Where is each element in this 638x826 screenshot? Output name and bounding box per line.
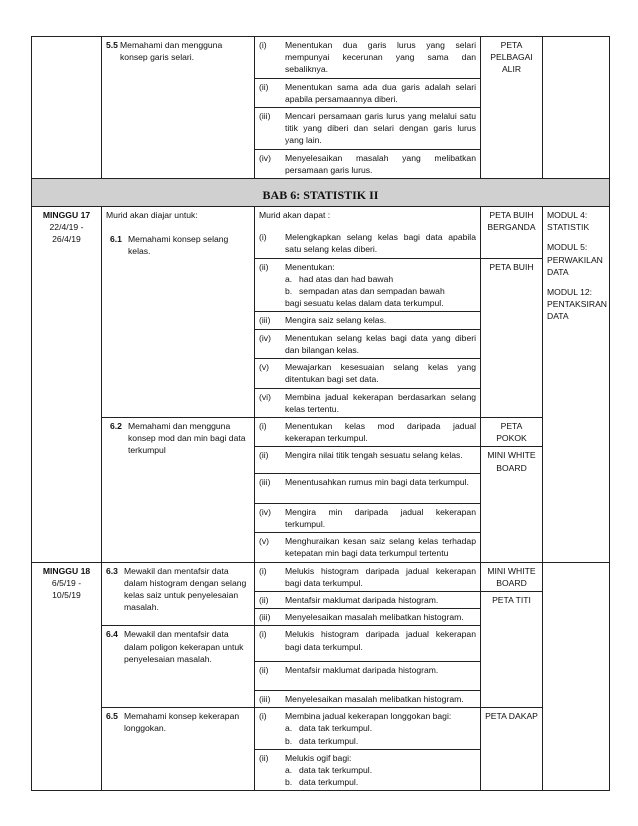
objective-text: Menyelesaikan masalah melibatkan histogram. xyxy=(285,693,464,704)
module-label: MODUL 4: STATISTIK xyxy=(547,210,590,233)
objective-number: (iii) xyxy=(259,111,271,122)
standard-text: Memahami konsep selang kelas. xyxy=(128,234,229,257)
objective-cell xyxy=(255,503,481,532)
objective-number: (iii) xyxy=(259,315,271,326)
table-row xyxy=(32,207,610,259)
standard-cell xyxy=(102,37,255,179)
lesson-plan-table xyxy=(31,36,610,791)
table-row xyxy=(32,417,610,446)
thinking-map-cell xyxy=(481,708,543,791)
objective-text: Menentukan kelas mod daripada jadual kekerapan terkumpul. xyxy=(285,420,476,444)
objective-text: Melengkapkan selang kelas bagi data apabila satu selang kelas diberi. xyxy=(285,232,476,255)
standard-number: 6.4 xyxy=(106,629,118,640)
objective-number: (v) xyxy=(259,536,270,547)
objective-number: (iii) xyxy=(259,476,271,487)
objective-cell xyxy=(255,329,481,358)
sub-item-text: data terkumpul. xyxy=(299,777,359,788)
thinking-map-cell xyxy=(481,562,543,591)
objective-number: (i) xyxy=(259,232,267,243)
objective-cell xyxy=(255,207,481,259)
sub-item-text: data tak terkumpul. xyxy=(299,764,373,775)
chapter-header-row xyxy=(32,179,610,207)
objective-text: Mengira saiz selang kelas. xyxy=(285,315,387,326)
module-label: MODUL 12: PENTAKSIRAN DATA xyxy=(547,287,608,322)
objective-text: Mentafsir maklumat daripada histogram. xyxy=(285,594,439,605)
objective-number: (ii) xyxy=(259,752,269,763)
standard-number: 6.5 xyxy=(106,711,118,722)
sub-item-letter: b. xyxy=(285,286,293,297)
objective-cell xyxy=(255,447,481,473)
objective-number: (iii) xyxy=(259,612,271,623)
thinking-map-cell xyxy=(481,591,543,707)
objective-number: (v) xyxy=(259,362,270,373)
standard-text: Memahami dan mengguna konsep garis selari. xyxy=(120,40,223,63)
sub-item-text: sempadan atas dan sempadan bawah xyxy=(299,286,445,297)
standard-cell xyxy=(102,562,255,626)
week-cell xyxy=(32,207,102,562)
objective-number: (iv) xyxy=(259,506,271,517)
objective-text: Menghuraikan kesan saiz selang kelas terhadap ketepatan min bagi data terkumpul tertentu xyxy=(285,536,476,559)
standard-cell xyxy=(102,417,255,562)
objective-cell xyxy=(255,312,481,329)
sub-item-letter: a. xyxy=(285,273,293,284)
thinking-map-label: PETA BUIH xyxy=(489,261,534,272)
standard-text: Memahami dan mengguna konsep mod dan min bagi data terkumpul xyxy=(128,420,246,456)
objective-number: (i) xyxy=(259,420,267,431)
objective-text: Menentukan: xyxy=(285,261,335,272)
objective-number: (i) xyxy=(259,711,267,722)
thinking-map-label: MINI WHITE BOARD xyxy=(487,565,536,588)
objective-intro: Murid akan dapat : xyxy=(259,210,331,221)
objective-number: (i) xyxy=(259,565,267,576)
thinking-map-label: PETA PELBAGAI ALIR xyxy=(490,40,533,75)
objective-number: (iv) xyxy=(259,152,271,163)
objective-text: Membina jadual kekerapan berdasarkan selang kelas tertentu. xyxy=(285,391,476,414)
sub-item-letter: a. xyxy=(285,764,293,775)
week-cell xyxy=(32,37,102,179)
thinking-map-label: PETA TITI xyxy=(492,594,531,605)
objective-number: (ii) xyxy=(259,450,269,461)
standard-cell xyxy=(102,626,255,708)
week-cell xyxy=(32,562,102,791)
objective-text: Mencari persamaan garis lurus yang melalui satu titik yang diberi dan selari dengan garis lurus yang lain. xyxy=(285,111,476,146)
objective-text: Melukis histogram daripada jadual kekerapan bagi data terkumpul. xyxy=(285,629,476,652)
standard-number: 6.3 xyxy=(106,565,118,576)
week-label: MINGGU 17 xyxy=(42,210,91,221)
module-cell xyxy=(543,207,610,562)
objective-number: (ii) xyxy=(259,594,269,605)
objective-number: (i) xyxy=(259,40,267,50)
module-cell xyxy=(543,562,610,791)
thinking-map-label: PETA POKOK xyxy=(496,420,527,444)
objective-text: Mewajarkan kesesuaian selang kelas yang ditentukan bagi set data. xyxy=(285,362,476,385)
thinking-map-label: PETA DAKAP xyxy=(485,711,538,722)
objective-text: Menentusahkan rumus min bagi data terkumpul. xyxy=(285,476,469,487)
objective-number: (ii) xyxy=(259,261,269,272)
objective-text: Menyelesaikan masalah melibatkan histogram. xyxy=(285,612,464,623)
objective-text: Menentukan dua garis lurus yang selari mempunyai kecerunan yang sama dan sebaliknya. xyxy=(285,40,476,75)
objective-cell xyxy=(255,388,481,417)
objective-cell xyxy=(255,37,481,79)
module-cell xyxy=(543,37,610,179)
objective-cell xyxy=(255,690,481,707)
objective-text: Melukis ogif bagi: xyxy=(285,752,352,763)
objective-text: Mentafsir maklumat daripada histogram. xyxy=(285,664,439,675)
objective-number: (i) xyxy=(259,629,267,640)
objective-number: (iii) xyxy=(259,693,271,704)
objective-cell xyxy=(255,661,481,690)
standard-number: 6.2 xyxy=(110,420,122,431)
objective-number: (ii) xyxy=(259,81,269,92)
week-label: MINGGU 18 xyxy=(42,565,91,576)
objective-cell xyxy=(255,108,481,150)
thinking-map-label: PETA BUIH BERGANDA xyxy=(487,210,536,233)
objective-number: (vi) xyxy=(259,391,271,402)
sub-item-text: had atas dan had bawah xyxy=(299,273,394,284)
objective-text: Menyelesaikan masalah yang melibatkan persamaan garis lurus. xyxy=(285,152,476,175)
standard-cell xyxy=(102,708,255,791)
standard-text: Memahami konsep kekerapan longgokan. xyxy=(124,711,240,734)
table-row xyxy=(32,37,610,79)
objective-cell xyxy=(255,626,481,661)
week-date-end: 26/4/19 xyxy=(52,234,81,245)
objective-cell xyxy=(255,591,481,608)
objective-text: Melukis histogram daripada jadual kekerapan bagi data terkumpul. xyxy=(285,565,476,588)
objective-text: Membina jadual kekerapan longgokan bagi: xyxy=(285,711,452,722)
objective-number: (iv) xyxy=(259,332,271,343)
thinking-map-cell xyxy=(481,417,543,446)
standard-text: Mewakil dan mentafsir data dalam histogram dengan selang kelas saiz untuk penyelesaian masalah. xyxy=(124,565,247,613)
sub-item-letter: b. xyxy=(285,777,293,788)
objective-cell xyxy=(255,562,481,591)
objective-text: Mengira min daripada jadual kekerapan terkumpul. xyxy=(285,506,476,529)
thinking-map-label: MINI WHITE BOARD xyxy=(487,450,536,473)
standard-number: 5.5 xyxy=(106,40,118,50)
thinking-map-cell xyxy=(481,258,543,417)
sub-item-letter: b. xyxy=(285,735,293,746)
thinking-map-cell xyxy=(481,37,543,179)
standard-intro: Murid akan diajar untuk: xyxy=(106,210,198,221)
objective-cell xyxy=(255,708,481,750)
objective-cell xyxy=(255,78,481,107)
sub-item-text: data terkumpul. xyxy=(299,735,359,746)
table-row xyxy=(32,708,610,750)
week-date-end: 10/5/19 xyxy=(52,589,81,600)
table-row xyxy=(32,562,610,591)
objective-cell xyxy=(255,258,481,312)
chapter-title: BAB 6: STATISTIK II xyxy=(32,179,610,207)
objective-text: Menentukan selang kelas bagi data yang diberi dan bilangan kelas. xyxy=(285,332,476,355)
standard-cell xyxy=(102,207,255,418)
lesson-plan-page xyxy=(31,36,609,791)
thinking-map-cell xyxy=(481,207,543,259)
objective-cell xyxy=(255,359,481,388)
sub-item-letter: a. xyxy=(285,723,293,734)
objective-cell xyxy=(255,417,481,446)
week-date-start: 22/4/19 - xyxy=(49,222,84,233)
objective-cell xyxy=(255,749,481,791)
standard-text: Mewakil dan mentafsir data dalam poligon kekerapan untuk penyelesaian masalah. xyxy=(124,629,244,664)
objective-text: bagi sesuatu kelas dalam data terkumpul. xyxy=(285,298,444,309)
objective-number: (ii) xyxy=(259,664,269,675)
module-label: MODUL 5: PERWAKILAN DATA xyxy=(547,242,603,277)
objective-text: Mengira nilai titik tengah sesuatu selang kelas. xyxy=(285,450,463,461)
objective-cell xyxy=(255,609,481,626)
objective-text: Menentukan sama ada dua garis adalah selari apabila persamaannya diberi. xyxy=(285,81,476,104)
objective-cell xyxy=(255,473,481,503)
sub-item-text: data tak terkumpul. xyxy=(299,723,373,734)
thinking-map-cell xyxy=(481,447,543,562)
objective-cell xyxy=(255,149,481,178)
week-date-start: 6/5/19 - xyxy=(51,577,82,588)
objective-cell xyxy=(255,533,481,562)
standard-number: 6.1 xyxy=(110,234,122,245)
